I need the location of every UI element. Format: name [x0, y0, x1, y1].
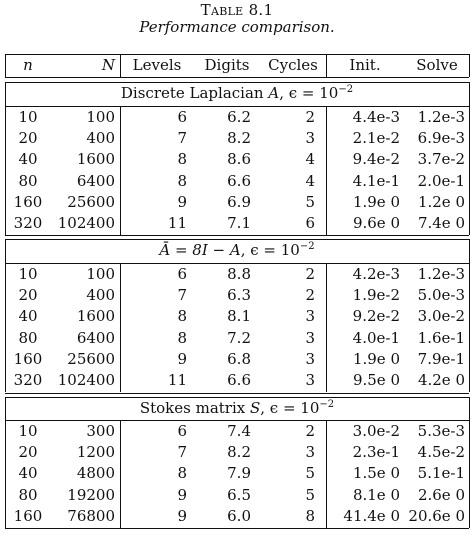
cell-N: 6400 — [76, 328, 115, 347]
cell-n: 20 — [18, 286, 38, 304]
header-left-rule — [5, 54, 6, 77]
cell-init: 4.2e-3 — [352, 264, 400, 283]
section-title-suffix: , ϵ = 10 — [260, 398, 320, 417]
cell-solve: 5.3e-3 — [417, 421, 465, 440]
cell-digits: 8.8 — [227, 264, 251, 283]
table-row — [5, 306, 469, 327]
cell-solve: 1.2e-3 — [417, 264, 465, 283]
section-title-math: S — [249, 398, 261, 417]
table-header-row — [5, 55, 469, 76]
cell-solve: 5.1e-1 — [417, 464, 465, 483]
cell-solve: 2.0e-1 — [417, 171, 465, 190]
table-row — [5, 213, 469, 234]
cell-solve: 20.6e 0 — [408, 507, 465, 525]
cell-init: 2.1e-2 — [352, 128, 400, 147]
section-right-rule — [469, 397, 470, 529]
cell-digits: 6.9 — [227, 192, 251, 211]
cell-levels: 11 — [167, 214, 187, 233]
cell-digits: 6.6 — [227, 171, 251, 190]
cell-levels: 8 — [177, 171, 187, 190]
cell-n: 20 — [18, 443, 38, 462]
section-title — [5, 240, 469, 261]
cell-init: 9.2e-2 — [352, 307, 400, 326]
cell-n: 320 — [13, 214, 43, 233]
cell-digits: 7.1 — [227, 214, 251, 233]
table-row — [5, 463, 469, 484]
table-row — [5, 192, 469, 213]
cell-solve: Solve — [416, 56, 458, 74]
cell-cycles: 3 — [305, 328, 315, 347]
cell-init: 4.4e-3 — [352, 107, 400, 126]
cell-init: 41.4e 0 — [343, 507, 400, 525]
cell-N: 1600 — [76, 150, 115, 169]
cell-init: 4.0e-1 — [352, 328, 400, 347]
cell-digits: 6.8 — [227, 349, 251, 368]
table-row — [5, 264, 469, 285]
cell-digits: 8.1 — [227, 307, 251, 326]
cell-cycles: 5 — [305, 192, 315, 211]
section-column-rule-1 — [326, 263, 327, 393]
cell-levels: 6 — [177, 264, 187, 283]
table-row — [5, 485, 469, 506]
cell-N: 102400 — [57, 371, 115, 390]
cell-N: 76800 — [67, 507, 115, 525]
section-column-rule-1 — [326, 106, 327, 236]
section-title — [5, 398, 469, 419]
cell-cycles: 6 — [305, 214, 315, 233]
header-column-rule-0 — [120, 54, 121, 77]
cell-init: 1.9e-2 — [352, 286, 400, 304]
cell-solve: 4.2e 0 — [417, 371, 465, 390]
cell-levels: 8 — [177, 464, 187, 483]
section-column-rule-1 — [326, 420, 327, 529]
cell-n: 160 — [13, 349, 43, 368]
table-row — [5, 107, 469, 128]
cell-cycles: 2 — [305, 286, 315, 304]
cell-digits: 7.4 — [227, 421, 251, 440]
cell-cycles: 2 — [305, 264, 315, 283]
cell-digits: Digits — [204, 56, 250, 74]
cell-N: 300 — [86, 421, 115, 440]
section-bottom-rule — [5, 393, 469, 394]
table-row — [5, 442, 469, 463]
cell-init: 3.0e-2 — [352, 421, 400, 440]
header-bottom-rule — [5, 77, 469, 78]
cell-cycles: 8 — [305, 507, 315, 525]
cell-init: 9.4e-2 — [352, 150, 400, 169]
cell-levels: 6 — [177, 107, 187, 126]
cell-n: 160 — [13, 192, 43, 211]
section-title-prefix: Stokes matrix — [139, 398, 250, 417]
cell-digits: 7.9 — [227, 464, 251, 483]
cell-n: 10 — [18, 421, 38, 440]
cell-levels: 11 — [167, 371, 187, 390]
table-row — [5, 285, 469, 306]
cell-N: 100 — [86, 107, 115, 126]
table-row — [5, 128, 469, 149]
table-row — [5, 506, 469, 527]
cell-cycles: Cycles — [268, 56, 318, 74]
section-title-exponent: −2 — [299, 241, 315, 253]
cell-levels: 9 — [177, 485, 187, 504]
cell-levels: 7 — [177, 443, 187, 462]
table-caption-label: Table 8.1 — [200, 1, 274, 19]
cell-levels: Levels — [132, 56, 182, 74]
cell-levels: 9 — [177, 192, 187, 211]
cell-init: Init. — [349, 56, 381, 74]
cell-digits: 6.6 — [227, 371, 251, 390]
cell-N: 100 — [86, 264, 115, 283]
section-title-math: Ā = 8I − A — [159, 241, 241, 260]
cell-digits: 6.5 — [227, 485, 251, 504]
cell-n: 40 — [18, 150, 38, 169]
cell-N: 25600 — [67, 349, 115, 368]
table-row — [5, 349, 469, 370]
section-title-suffix: , ϵ = 10 — [279, 84, 339, 103]
cell-solve: 1.6e-1 — [417, 328, 465, 347]
cell-N: 400 — [86, 128, 115, 147]
cell-N: 102400 — [57, 214, 115, 233]
cell-levels: 8 — [177, 307, 187, 326]
cell-digits: 6.0 — [227, 507, 251, 525]
cell-n: 80 — [18, 328, 38, 347]
cell-cycles: 2 — [305, 107, 315, 126]
cell-n: 80 — [18, 485, 38, 504]
cell-cycles: 3 — [305, 371, 315, 390]
table-row — [5, 370, 469, 391]
cell-cycles: 3 — [305, 307, 315, 326]
cell-cycles: 4 — [305, 150, 315, 169]
section-title-suffix: , ϵ = 10 — [240, 241, 300, 260]
section-column-rule-0 — [120, 106, 121, 236]
cell-n: 40 — [18, 464, 38, 483]
table-row — [5, 149, 469, 170]
cell-cycles: 5 — [305, 464, 315, 483]
cell-levels: 8 — [177, 328, 187, 347]
cell-solve: 2.6e 0 — [417, 485, 465, 504]
cell-solve: 4.5e-2 — [417, 443, 465, 462]
header-column-rule-1 — [326, 54, 327, 77]
cell-N: 4800 — [76, 464, 115, 483]
cell-digits: 6.2 — [227, 107, 251, 126]
cell-cycles: 3 — [305, 443, 315, 462]
section-left-rule — [5, 82, 6, 235]
table-row — [5, 171, 469, 192]
cell-cycles: 4 — [305, 171, 315, 190]
cell-N: N — [101, 56, 115, 74]
cell-solve: 7.4e 0 — [417, 214, 465, 233]
section-column-rule-0 — [120, 263, 121, 393]
section-title — [5, 83, 469, 104]
cell-solve: 7.9e-1 — [417, 349, 465, 368]
section-title-exponent: −2 — [319, 398, 335, 410]
cell-levels: 9 — [177, 507, 187, 525]
cell-n: 320 — [13, 371, 43, 390]
cell-n: 20 — [18, 128, 38, 147]
cell-solve: 1.2e 0 — [417, 192, 465, 211]
section-right-rule — [469, 82, 470, 235]
section-bottom-rule — [5, 528, 469, 529]
cell-init: 9.5e 0 — [352, 371, 400, 390]
cell-solve: 3.0e-2 — [417, 307, 465, 326]
cell-cycles: 5 — [305, 485, 315, 504]
header-right-rule — [469, 54, 470, 77]
cell-n: n — [23, 56, 33, 74]
table-row — [5, 328, 469, 349]
cell-levels: 9 — [177, 349, 187, 368]
cell-n: 10 — [18, 107, 38, 126]
cell-init: 1.5e 0 — [352, 464, 400, 483]
section-title-math: A — [268, 84, 280, 103]
cell-levels: 6 — [177, 421, 187, 440]
section-title-exponent: −2 — [338, 84, 354, 96]
cell-N: 25600 — [67, 192, 115, 211]
cell-digits: 8.6 — [227, 150, 251, 169]
cell-init: 9.6e 0 — [352, 214, 400, 233]
cell-n: 10 — [18, 264, 38, 283]
cell-digits: 8.2 — [227, 443, 251, 462]
cell-cycles: 3 — [305, 349, 315, 368]
cell-N: 6400 — [76, 171, 115, 190]
cell-digits: 7.2 — [227, 328, 251, 347]
section-title-prefix: Discrete Laplacian — [120, 84, 269, 103]
table-caption-title: Performance comparison. — [139, 18, 335, 36]
section-right-rule — [469, 239, 470, 392]
table-row — [5, 421, 469, 442]
cell-N: 19200 — [67, 485, 115, 504]
section-bottom-rule — [5, 235, 469, 236]
cell-solve: 3.7e-2 — [417, 150, 465, 169]
cell-init: 1.9e 0 — [352, 349, 400, 368]
cell-init: 2.3e-1 — [352, 443, 400, 462]
cell-init: 1.9e 0 — [352, 192, 400, 211]
cell-init: 8.1e 0 — [352, 485, 400, 504]
cell-N: 1200 — [76, 443, 115, 462]
cell-digits: 6.3 — [227, 286, 251, 304]
cell-n: 160 — [13, 507, 43, 525]
section-left-rule — [5, 397, 6, 529]
cell-solve: 5.0e-3 — [417, 286, 465, 304]
section-column-rule-0 — [120, 420, 121, 529]
cell-N: 1600 — [76, 307, 115, 326]
cell-solve: 1.2e-3 — [417, 107, 465, 126]
cell-cycles: 3 — [305, 128, 315, 147]
cell-levels: 7 — [177, 286, 187, 304]
cell-levels: 7 — [177, 128, 187, 147]
cell-n: 80 — [18, 171, 38, 190]
section-left-rule — [5, 239, 6, 392]
cell-solve: 6.9e-3 — [417, 128, 465, 147]
cell-n: 40 — [18, 307, 38, 326]
cell-digits: 8.2 — [227, 128, 251, 147]
cell-N: 400 — [86, 286, 115, 304]
cell-cycles: 2 — [305, 421, 315, 440]
cell-levels: 8 — [177, 150, 187, 169]
cell-init: 4.1e-1 — [352, 171, 400, 190]
